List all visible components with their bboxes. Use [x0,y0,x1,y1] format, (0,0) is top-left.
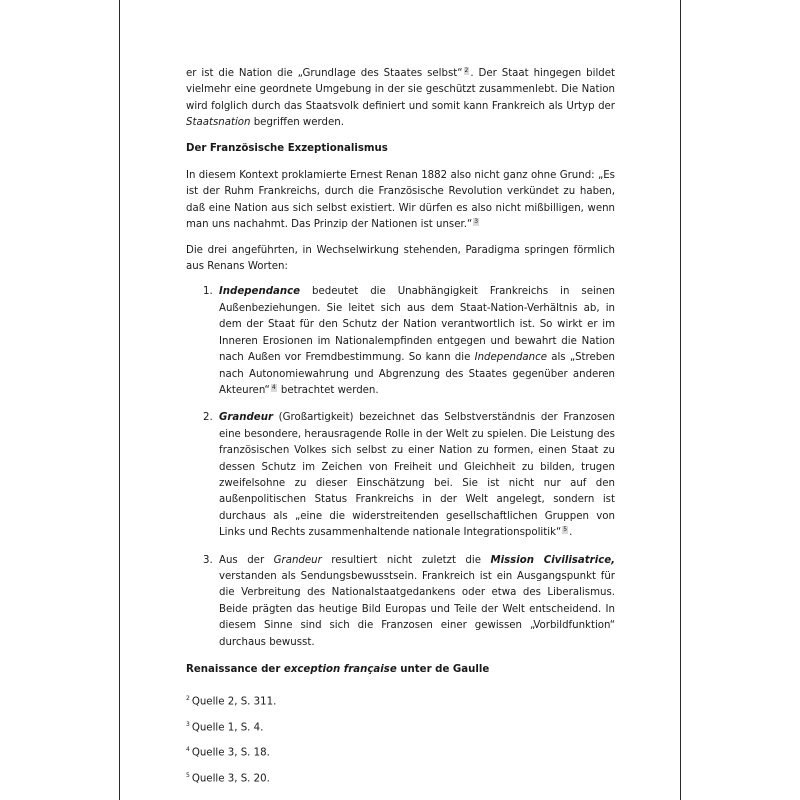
list-number: 2. [203,412,213,424]
list-item-grandeur: 2. Grandeur (Großartigkeit) bezeichnet das Selbstverständnis der Franzosen eine besondere, herausragende Rolle in der Welt zu spielen. Die Leistung des französischen Volkes sich selbst zu einer Nation zu formen, einen Staat zu dessen Schutz im Zeichen von Freiheit und Gleichheit zu bilden, trugen zweifelsohne zu dieser Einschätzung bei. Sie ist nicht nur auf den außenpolitischen Status Frankreichs in der Welt angelegt, sondern ist durchaus als „eine die widerstreitenden gesellschaftlichen Gruppen von Links und Rechts zusammenhaltende nationale Integrationspolitik“ 5 . [203,412,615,539]
footnote-ref-5[interactable]: 5 [563,525,568,533]
paragraph-renan: In diesem Kontext proklamierte Ernest Renan 1882 also nicht ganz ohne Grund: „Es ist der Ruhm Frankreichs, durch die Französische Revolution verkündet zu haben, daß eine Nation aus sich selbst existiert. Wir dürfen es also nicht mißbilligen, wenn man uns nachahmt. Das Prinzip der Nationen ist unser.“ 3 [186,170,615,231]
footnote-5: $^5$ Quelle 3, S. 20. [186,771,270,784]
footnote-3: $^3$ Quelle 1, S. 4. [186,720,264,734]
section-heading-renaissance: Renaissance der exception française unter de Gaulle [186,664,490,675]
list-item-mission-civilisatrice: 3. Aus der Grandeur resultiert nicht zuletzt die Mission Civilisatrice, verstanden als Sendungsbewusstsein. Frankreich ist ein Ausgangspunkt für die Verbreitung des Nationalstaatgedankens oder etwa des Liberalismus. Beide prägten das heutige Bild Europas und Teile der Welt entscheidend. In diesem Sinne sind sich die Franzosen einer gewissen „Vorbildfunktion“ durchaus bewusst. [203,554,616,648]
section-heading-exzeptionalismus: Der Französische Exzeptionalismus [186,142,388,154]
paragraph-nation: er ist die Nation die „Grundlage des Staates selbst“ 2 . Der Staat hingegen bildet vielmehr eine geordnete Umgebung in der sie geschützt zusammenlebt. Die Nation wird folglich durch das Staatsvolk definiert und somit kann Frankreich als Urtyp der Staatsnation begriffen werden. [186,66,616,129]
list-number: 3. [203,554,213,566]
footnote-2: $^2$ Quelle 2, S. 311. [186,695,277,708]
footnote-ref-2[interactable]: 2 [464,66,469,74]
footnote-4: $^4$ Quelle 3, S. 18. [186,746,270,759]
footnotes [186,691,615,787]
document-page [119,0,681,800]
list-number: 1. [203,286,213,298]
list-item-independance: 1. Independance bedeutet die Unabhängigkeit Frankreichs in seinen Außenbeziehungen. Sie leitet sich aus dem Staat-Nation-Verhältnis ab, in dem der Staat für den Schutz der Nation verantwortlich ist. So wirkt er im Inneren Erosionen im Nationalempfinden entgegen und bewahrt die Nation nach Außen vor Fremdbestimmung. So kann die Independance als „Streben nach Autonomiewahrung und Abgrenzung des Staates gegenüber anderen Akteuren“ 4 betrachtet werden. [203,286,615,396]
paradigm-list [186,284,615,651]
footnote-ref-4[interactable]: 4 [271,383,276,391]
paragraph-paradigma: Die drei angeführten, in Wechselwirkung stehenden, Paradigma springen förmlich aus Renans Worten: [186,244,615,273]
footnote-ref-3[interactable]: 3 [474,217,479,225]
page-content [186,66,615,793]
